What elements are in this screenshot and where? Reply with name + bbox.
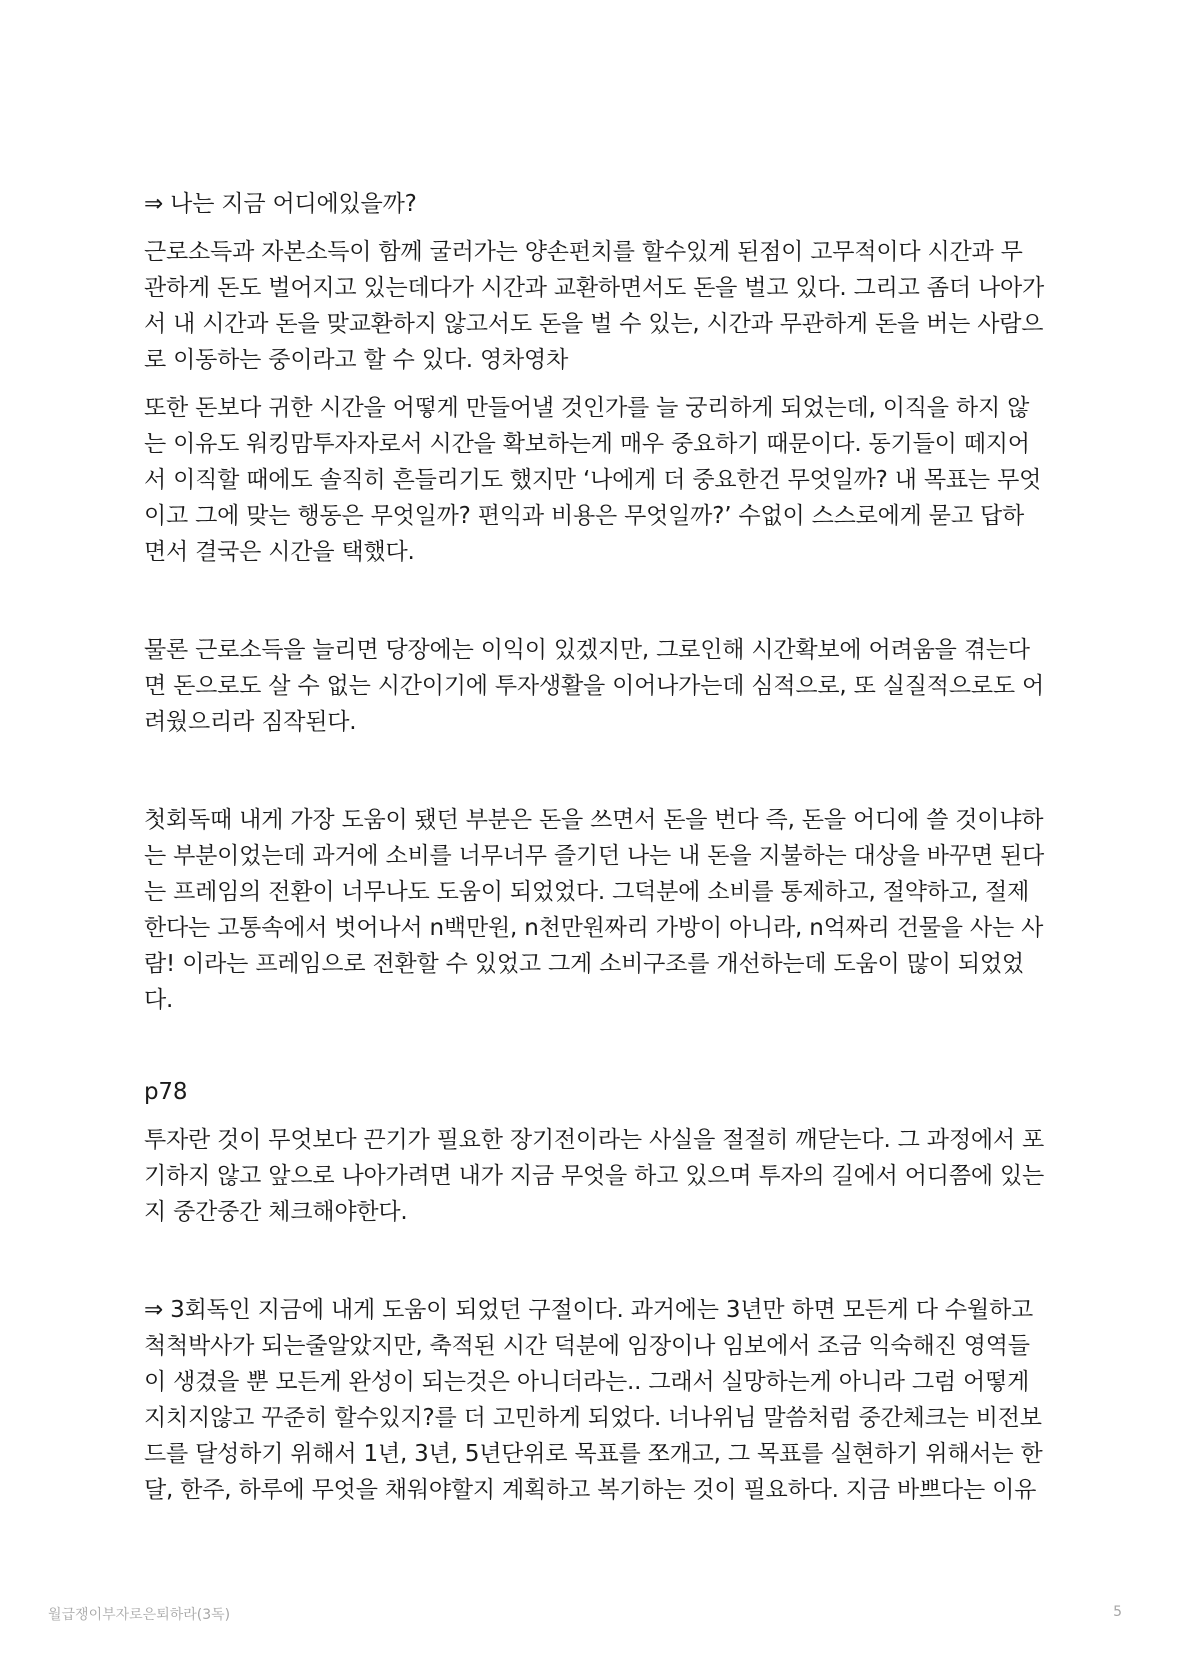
paragraph-first-reading: 첫회독때 내게 가장 도움이 됐던 부분은 돈을 쓰면서 돈을 번다 즉, 돈을 어디에 쓸 것이냐하는 부분이었는데 과거에 소비를 너무너무 즐기던 나는 내 돈을 지불하는 대상을 바꾸면 된다는 프레임의 전환이 너무나도 도움이 되었었다. 그덕분에 소비를 통제하고, 절약하고, 절제한다는 고통속에서 벗어나서 n백만원, n천만원짜리 가방이 아니라, n억짜리 건물을 사는 사람! 이라는 프레임으로 전환할 수 있었고 그게 소비구조를 개선하는데 도움이 많이 되었었다. [144,807,1044,1013]
paragraph-quote: 투자란 것이 무엇보다 끈기가 필요한 장기전이라는 사실을 절절히 깨닫는다. 그 과정에서 포기하지 않고 앞으로 나아가려면 내가 지금 무엇을 하고 있으며 투자의 길에서 어디쯤에 있는지 중간중간 체크해야한다. [144,1127,1044,1225]
document-body [144,186,1044,1508]
footer-book-title: 월급쟁이부자로은퇴하라(3독) [48,1607,231,1623]
page-reference: p78 [144,1079,188,1105]
paragraph-question: ⇒ 나는 지금 어디에있을까? [144,191,417,217]
footer-page-number: 5 [1113,1604,1122,1620]
paragraph-earned-income: 물론 근로소득을 늘리면 당장에는 이익이 있겠지만, 그로인해 시간확보에 어려움을 겪는다면 돈으로도 살 수 없는 시간이기에 투자생활을 이어나가는데 심적으로, 또 실질적으로도 어려웠으리라 짐작된다. [144,637,1044,735]
paragraph-income: 근로소득과 자본소득이 함께 굴러가는 양손펀치를 할수있게 된점이 고무적이다 시간과 무관하게 돈도 벌어지고 있는데다가 시간과 교환하면서도 돈을 벌고 있다. 그리고 좀더 나아가서 내 시간과 돈을 맞교환하지 않고서도 돈을 벌 수 있는, 시간과 무관하게 돈을 버는 사람으로 이동하는 중이라고 할 수 있다. 영차영차 [144,239,1044,373]
paragraph-time: 또한 돈보다 귀한 시간을 어떻게 만들어낼 것인가를 늘 궁리하게 되었는데, 이직을 하지 않는 이유도 워킹맘투자자로서 시간을 확보하는게 매우 중요하기 때문이다. 동기들이 떼지어서 이직할 때에도 솔직히 흔들리기도 했지만 ‘나에게 더 중요한건 무엇일까? 내 목표는 무엇이고 그에 맞는 행동은 무엇일까? 편익과 비용은 무엇일까?’ 수없이 스스로에게 묻고 답하면서 결국은 시간을 택했다. [144,395,1042,565]
paragraph-third-reading: ⇒ 3회독인 지금에 내게 도움이 되었던 구절이다. 과거에는 3년만 하면 모든게 다 수월하고 척척박사가 되는줄알았지만, 축적된 시간 덕분에 임장이나 임보에서 조금 익숙해진 영역들이 생겼을 뿐 모든게 완성이 되는것은 아니더라는.. 그래서 실망하는게 아니라 그럼 어떻게 지치지않고 꾸준히 할수있지?를 더 고민하게 되었다. 너나위님 말씀처럼 중간체크는 비전보드를 달성하기 위해서 1년, 3년, 5년단위로 목표를 쪼개고, 그 목표를 실현하기 위해서는 한달, 한주, 하루에 무엇을 채워야할지 계획하고 복기하는 것이 필요하다. 지금 바쁘다는 이유 [144,1297,1043,1503]
